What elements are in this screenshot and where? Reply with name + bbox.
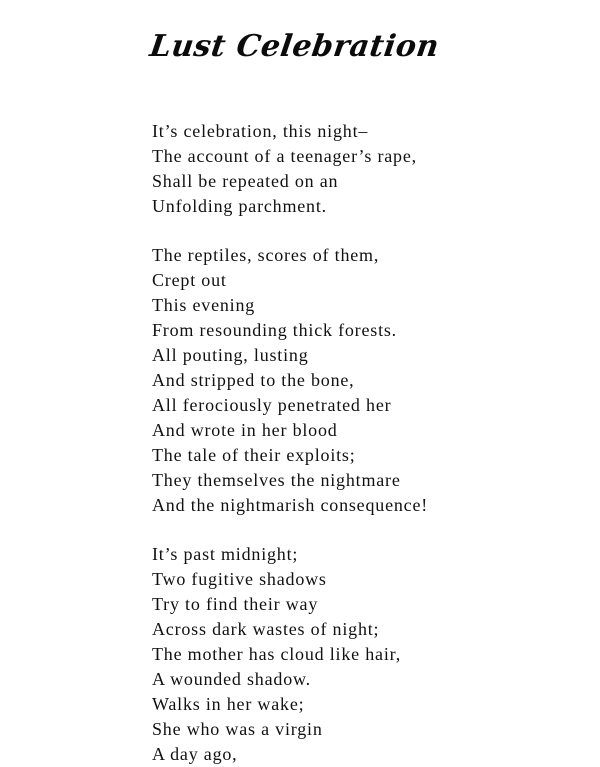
poem-title: Lust Celebration [147, 29, 442, 64]
poem-line: They themselves the nightmare [152, 470, 401, 490]
poem-line: Two fugitive shadows [152, 569, 327, 589]
stanza-1 [152, 119, 572, 219]
poem-line: The tale of their exploits; [152, 445, 356, 465]
poem-line: The reptiles, scores of them, [152, 245, 380, 265]
poem-line: It’s past midnight; [152, 544, 299, 564]
poem-line: Walks in her wake; [152, 694, 305, 714]
poem-line: It’s celebration, this night– [152, 121, 369, 141]
poem-line: Unfolding parchment. [152, 196, 327, 216]
poem-line: Across dark wastes of night; [152, 619, 380, 639]
poem-line: All ferociously penetrated her [152, 395, 392, 415]
poem-line: From resounding thick forests. [152, 320, 397, 340]
poem-line: And wrote in her blood [152, 420, 338, 440]
poem-line: She who was a virgin [152, 719, 323, 739]
poem-line: A day ago, [152, 744, 238, 764]
stanza-3 [152, 542, 572, 767]
poem-line: All pouting, lusting [152, 345, 309, 365]
poem-line: And the nightmarish consequence! [152, 495, 429, 515]
poem-body [152, 119, 572, 767]
poem-line: And stripped to the bone, [152, 370, 355, 390]
poem-line: The mother has cloud like hair, [152, 644, 402, 664]
stanza-2 [152, 243, 572, 518]
poem-line: Try to find their way [152, 594, 319, 614]
poem-line: Crept out [152, 270, 227, 290]
poem-line: A wounded shadow. [152, 669, 311, 689]
poem-line: Shall be repeated on an [152, 171, 339, 191]
poem-line: This evening [152, 295, 256, 315]
poem-line: The account of a teenager’s rape, [152, 146, 417, 166]
